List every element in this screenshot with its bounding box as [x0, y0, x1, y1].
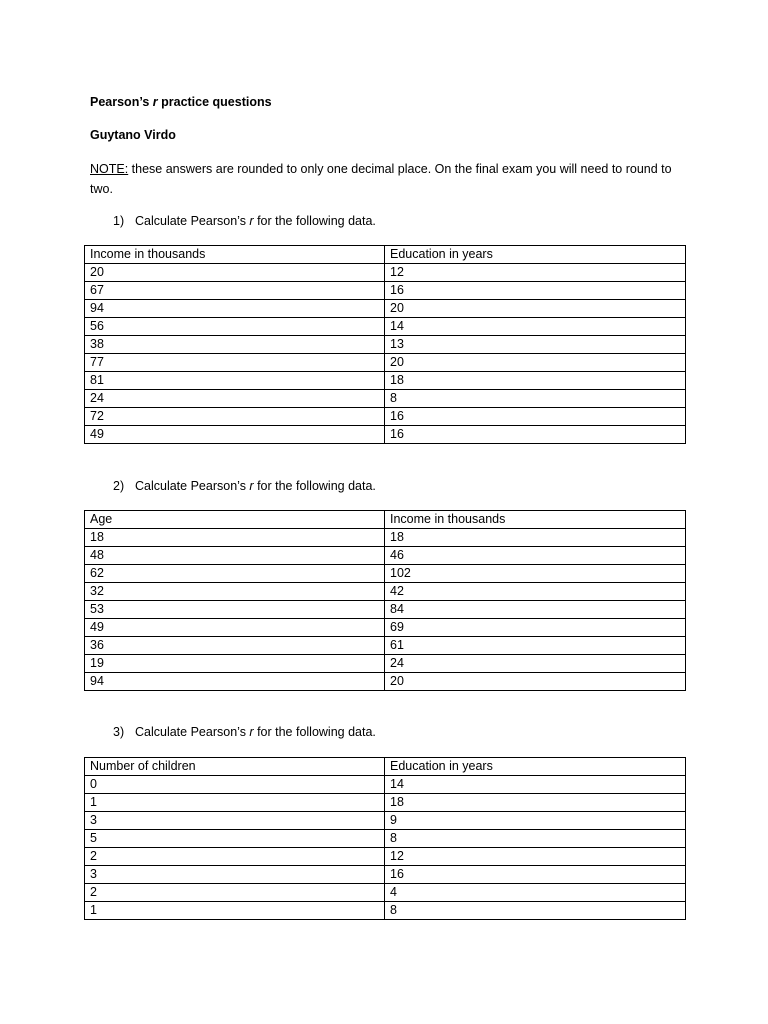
table-cell: 36	[85, 637, 385, 655]
table-row	[85, 812, 686, 830]
note-text: these answers are rounded to only one decimal place. On the final exam you will need to round to two.	[90, 162, 672, 196]
table-cell: 14	[385, 776, 686, 794]
table-cell: 18	[85, 529, 385, 547]
table-cell: 19	[85, 655, 385, 673]
table-cell: 16	[385, 282, 686, 300]
question-number: 3)	[113, 725, 125, 739]
header-cell: Income in thousands	[385, 511, 686, 529]
table-row	[85, 565, 686, 583]
table-cell: 9	[385, 812, 686, 830]
table-row	[85, 390, 686, 408]
table-cell: 56	[85, 318, 385, 336]
table-cell: 24	[85, 390, 385, 408]
question-text-suffix: for the following data.	[253, 214, 376, 228]
table-row	[85, 673, 686, 691]
table-row	[85, 655, 686, 673]
table-cell: 8	[385, 390, 686, 408]
note-paragraph	[90, 159, 690, 199]
table-cell: 3	[85, 812, 385, 830]
table-cell: 32	[85, 583, 385, 601]
table-row	[85, 547, 686, 565]
table-row	[85, 619, 686, 637]
question-number: 1)	[113, 214, 125, 228]
question-text-r: r	[249, 725, 254, 739]
table-cell: 72	[85, 408, 385, 426]
table-header-row	[85, 758, 686, 776]
table-cell: 49	[85, 619, 385, 637]
table-cell: 81	[85, 372, 385, 390]
table-cell: 18	[385, 529, 686, 547]
header-cell: Number of children	[85, 758, 385, 776]
table-cell: 13	[385, 336, 686, 354]
table-header-row	[85, 511, 686, 529]
table-cell: 12	[385, 264, 686, 282]
question-number: 2)	[113, 479, 125, 493]
table-row	[85, 776, 686, 794]
table-cell: 18	[385, 372, 686, 390]
table-cell: 77	[85, 354, 385, 372]
title-prefix: Pearson’s	[90, 95, 153, 109]
table-cell: 46	[385, 547, 686, 565]
data-table-2	[84, 510, 686, 691]
table-cell: 49	[85, 426, 385, 444]
header-cell: Income in thousands	[85, 246, 385, 264]
data-table-1	[84, 245, 686, 444]
table-row	[85, 354, 686, 372]
table-cell: 1	[85, 902, 385, 920]
question-text-suffix: for the following data.	[253, 725, 376, 739]
table-cell: 48	[85, 547, 385, 565]
table-row	[85, 282, 686, 300]
table-cell: 94	[85, 300, 385, 318]
table-cell: 42	[385, 583, 686, 601]
title-suffix: practice questions	[157, 95, 272, 109]
table-row	[85, 529, 686, 547]
table-cell: 8	[385, 902, 686, 920]
table-cell: 2	[85, 884, 385, 902]
table-row	[85, 866, 686, 884]
table-cell: 16	[385, 426, 686, 444]
table-cell: 3	[85, 866, 385, 884]
table-cell: 0	[85, 776, 385, 794]
table-cell: 67	[85, 282, 385, 300]
table-cell: 8	[385, 830, 686, 848]
table-cell: 4	[385, 884, 686, 902]
table-cell: 20	[85, 264, 385, 282]
table-row	[85, 426, 686, 444]
table-cell: 20	[385, 300, 686, 318]
question-1	[113, 212, 376, 231]
table-cell: 12	[385, 848, 686, 866]
table-row	[85, 264, 686, 282]
table-row	[85, 408, 686, 426]
table-cell: 20	[385, 354, 686, 372]
header-cell: Education in years	[385, 758, 686, 776]
question-text-r: r	[249, 214, 254, 228]
question-text-r: r	[249, 479, 254, 493]
document-author: Guytano Virdo	[90, 128, 176, 142]
table-row	[85, 884, 686, 902]
header-cell: Age	[85, 511, 385, 529]
document-title	[90, 93, 272, 112]
table-cell: 84	[385, 601, 686, 619]
table-row	[85, 583, 686, 601]
table-row	[85, 637, 686, 655]
table-cell: 61	[385, 637, 686, 655]
table-cell: 1	[85, 794, 385, 812]
question-text-prefix: Calculate Pearson’s	[135, 725, 250, 739]
table-row	[85, 318, 686, 336]
title-r: r	[152, 95, 158, 109]
table-cell: 53	[85, 601, 385, 619]
table-cell: 16	[385, 408, 686, 426]
data-table-3	[84, 757, 686, 920]
table-row	[85, 902, 686, 920]
table-cell: 14	[385, 318, 686, 336]
table-cell: 16	[385, 866, 686, 884]
table-cell: 94	[85, 673, 385, 691]
table-cell: 24	[385, 655, 686, 673]
header-cell: Education in years	[385, 246, 686, 264]
table-cell: 62	[85, 565, 385, 583]
question-text-prefix: Calculate Pearson’s	[135, 214, 250, 228]
table-cell: 2	[85, 848, 385, 866]
table-row	[85, 601, 686, 619]
table-row	[85, 794, 686, 812]
question-2	[113, 477, 376, 496]
table-cell: 18	[385, 794, 686, 812]
table-cell: 5	[85, 830, 385, 848]
question-text-prefix: Calculate Pearson’s	[135, 479, 250, 493]
table-row	[85, 372, 686, 390]
table-cell: 102	[385, 565, 686, 583]
table-cell: 38	[85, 336, 385, 354]
note-label: NOTE:	[90, 162, 129, 176]
table-row	[85, 300, 686, 318]
table-cell: 20	[385, 673, 686, 691]
question-3	[113, 723, 376, 742]
table-cell: 69	[385, 619, 686, 637]
table-row	[85, 336, 686, 354]
table-row	[85, 830, 686, 848]
table-header-row	[85, 246, 686, 264]
question-text-suffix: for the following data.	[253, 479, 376, 493]
table-row	[85, 848, 686, 866]
